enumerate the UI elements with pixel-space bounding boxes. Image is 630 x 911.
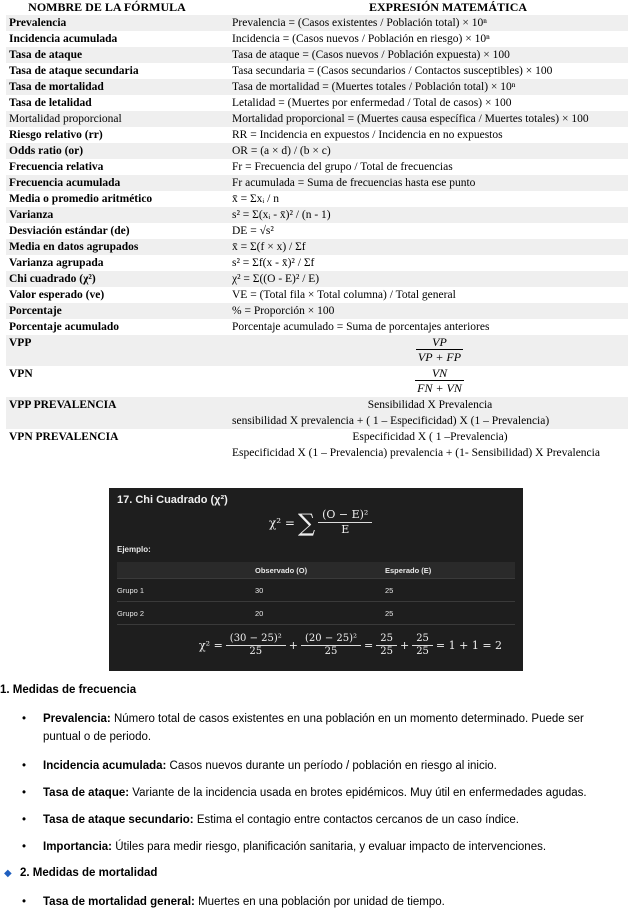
table-row (6, 95, 628, 111)
formula-name: Riesgo relativo (rr) (9, 129, 103, 141)
formula-expression: Tasa de ataque = (Casos nuevos / Población expuesta) × 100 (228, 47, 628, 63)
list-item-text: Útiles para medir riesgo, planificación sanitaria, y evaluar impacto de intervenciones. (112, 841, 547, 853)
formula-expression: Mortalidad proporcional = (Muertes causa específica / Muertes totales) × 100 (228, 111, 628, 127)
result-fraction (376, 633, 397, 658)
chi-panel-title: 17. Chi Cuadrado (χ²) (117, 494, 228, 506)
formula-name: Porcentaje (6, 303, 228, 319)
table-row (6, 303, 628, 319)
chi-cell: 25 (385, 608, 394, 618)
diamond-bullet-icon: ◆ (4, 868, 12, 879)
list-item (22, 893, 618, 911)
formula-expression: x̄ = Σ(f × x) / Σf (228, 239, 628, 255)
table-row (6, 47, 628, 63)
table-row (6, 175, 628, 191)
formula-name: Frecuencia relativa (9, 161, 104, 173)
formula-name: Media o promedio aritmético (9, 193, 153, 205)
formula-expression: % = Proporción × 100 (228, 303, 628, 319)
formula-expression: Prevalencia = (Casos existentes / Población total) × 10ⁿ (228, 15, 628, 31)
formula-name: Chi cuadrado (χ²) (6, 271, 228, 287)
formula-name: Odds ratio (or) (6, 143, 228, 159)
formula-name: Mortalidad proporcional (6, 111, 228, 127)
table-row (6, 319, 628, 335)
list-item-text: Muertes en una población por unidad de tiempo. (194, 896, 445, 908)
bullet-icon: • (22, 787, 27, 799)
list-item-term: Tasa de ataque: (43, 787, 130, 799)
formula-expression: VE = (Total fila × Total columna) / Total general (232, 289, 456, 301)
table-row (6, 15, 628, 31)
table-row-vpn (6, 366, 628, 397)
formula-expression: s² = Σf(x - x̄)² / Σf (232, 257, 315, 269)
result-tail: = 1 + 1 = 2 (435, 639, 503, 652)
plus-sign: + (399, 639, 410, 652)
list-item-term: Incidencia acumulada: (43, 760, 167, 772)
table-row (6, 271, 628, 287)
chi-square-image (109, 488, 523, 671)
table-row (6, 287, 628, 303)
chi-col-header: Observado (O) (255, 565, 308, 575)
formula-expression: Letalidad = (Muertes por enfermedad / Total de casos) × 100 (232, 97, 512, 109)
formula-name: Tasa de ataque (6, 47, 228, 63)
bullet-icon: • (22, 841, 27, 853)
list-item (22, 757, 618, 775)
formula-expression: Porcentaje acumulado = Suma de porcentajes anteriores (232, 321, 490, 333)
formula-name: VPN PREVALENCIA (9, 431, 119, 443)
header-math-expression: EXPRESIÓN MATEMÁTICA (368, 0, 528, 14)
example-label: Ejemplo: (117, 545, 151, 554)
list-item-term: Tasa de ataque secundario: (43, 814, 194, 826)
chi-table-row (117, 579, 515, 602)
formula-expression: s² = Σ(xᵢ - x̄)² / (n - 1) (228, 207, 628, 223)
list-item (22, 838, 618, 856)
table-row (6, 223, 628, 239)
vpn-fraction (415, 366, 464, 395)
table-row (6, 127, 628, 143)
result-numerator: 25 (380, 633, 393, 644)
formula-name: Valor esperado (ve) (9, 289, 105, 301)
formula-name: Tasa de letalidad (9, 97, 92, 109)
formula-name: Tasa de mortalidad (6, 79, 228, 95)
formula-name: Desviación estándar (de) (9, 225, 130, 237)
formula-expression (228, 335, 628, 366)
formula-name: Frecuencia acumulada (6, 175, 228, 191)
result-denominator: 25 (301, 645, 361, 658)
formula-name: VPP PREVALENCIA (6, 397, 228, 429)
formula-name: Varianza (6, 207, 228, 223)
result-fraction (412, 633, 433, 658)
list-item-text: Variante de la incidencia usada en brotes epidémicos. Muy útil en enfermedades agudas. (129, 787, 587, 799)
result-numerator: 25 (416, 633, 429, 644)
formula-expression: OR = (a × d) / (b × c) (228, 143, 628, 159)
formula-expression: Tasa de mortalidad = (Muertes totales / Población total) × 10ⁿ (228, 79, 628, 95)
formula-expression: Fr = Frecuencia del grupo / Total de frecuencias (232, 161, 453, 173)
list-item-term: Prevalencia: (43, 713, 111, 725)
sigma-symbol: ∑ (297, 508, 316, 537)
bullet-icon: • (22, 896, 27, 908)
vpp-fraction (416, 335, 463, 364)
section-heading-frecuencia: 1. Medidas de frecuencia (0, 684, 137, 696)
chi-cell: Grupo 1 (117, 585, 145, 595)
chi-formula-fraction (318, 508, 372, 537)
chi-formula (269, 508, 372, 537)
chi-result-formula (199, 633, 502, 658)
table-row (6, 143, 628, 159)
formula-expression: DE = √s² (232, 225, 274, 237)
formula-expression: RR = Incidencia en expuestos / Incidencia en no expuestos (232, 129, 503, 141)
result-fraction (301, 633, 361, 658)
plus-sign: + (288, 639, 299, 652)
vpn-prev-denominator: Especificidad X (1 – Prevalencia) prevalencia + (1- Sensibilidad) X Prevalencia (232, 447, 600, 459)
formula-expression: Tasa secundaria = (Casos secundarios / Contactos susceptibles) × 100 (232, 65, 553, 77)
list-item-text: Número total de casos existentes en una población en un momento determinado. Puede ser puntual o de periodo. (43, 713, 584, 743)
list-item (22, 784, 618, 802)
header-formula-name: NOMBRE DE LA FÓRMULA (28, 0, 186, 14)
list-item-text: Estima el contagio entre contactos cercanos de un caso índice. (193, 814, 520, 826)
bullet-icon: • (22, 814, 27, 826)
table-row-vpp-prevalencia (6, 397, 628, 429)
result-denominator: 25 (376, 645, 397, 658)
chi-col-header: Esperado (E) (385, 565, 432, 575)
formula-expression (228, 366, 628, 397)
formula-name: Porcentaje acumulado (9, 321, 119, 333)
result-denominator: 25 (226, 645, 286, 658)
formula-expression (228, 397, 628, 429)
vpn-numerator: VN (431, 366, 448, 380)
formula-name: Prevalencia (6, 15, 228, 31)
formula-name: VPN (9, 368, 33, 380)
table-row-vpp (6, 335, 628, 366)
list-item-term: Tasa de mortalidad general: (43, 896, 195, 908)
list-item-term: Importancia: (43, 841, 113, 853)
vpp-prev-numerator: Sensibilidad X Prevalencia (367, 399, 493, 411)
chi-cell: Grupo 2 (117, 608, 145, 618)
chi-formula-numerator: (O − E)² (322, 508, 369, 521)
result-denominator: 25 (412, 645, 433, 658)
section-heading-mortalidad: 2. Medidas de mortalidad (20, 867, 158, 879)
table-row (6, 159, 628, 175)
bullet-icon: • (22, 713, 27, 725)
list-item (22, 811, 618, 829)
vpn-prev-numerator: Especificidad X ( 1 –Prevalencia) (352, 431, 508, 443)
table-row (6, 79, 628, 95)
chi-formula-denominator: E (318, 522, 372, 537)
formula-expression: x̄ = Σxᵢ / n (232, 193, 280, 205)
chi-cell: 20 (255, 608, 264, 618)
chi-table-header (117, 562, 515, 579)
result-fraction (226, 633, 286, 658)
chi-formula-lhs: χ² = (269, 515, 295, 530)
chi-cell: 30 (255, 585, 264, 595)
list-item (22, 710, 618, 746)
table-row (6, 63, 628, 79)
list-item-text: Casos nuevos durante un período / población en riesgo al inicio. (166, 760, 497, 772)
formula-table (6, 0, 628, 461)
equals-sign: = (364, 639, 374, 652)
formula-expression (228, 429, 628, 461)
table-row (6, 207, 628, 223)
vpp-prev-denominator: sensibilidad X prevalencia + ( 1 – Especificidad) X (1 – Prevalencia) (232, 415, 550, 427)
chi-example-table (117, 562, 515, 625)
vpn-denominator: FN + VN (417, 381, 462, 395)
formula-name: Media en datos agrupados (6, 239, 228, 255)
formula-name: Varianza agrupada (9, 257, 104, 269)
chi-table-row (117, 602, 515, 625)
chi-result-lhs: χ² = (199, 639, 223, 652)
table-row (6, 255, 628, 271)
formula-name: VPP (6, 335, 228, 366)
table-row (6, 191, 628, 207)
result-numerator: (20 − 25)² (305, 633, 358, 644)
table-row (6, 111, 628, 127)
formula-expression: χ² = Σ((O - E)² / E) (228, 271, 628, 287)
bullet-icon: • (22, 760, 27, 772)
table-row (6, 31, 628, 47)
formula-name: Incidencia acumulada (9, 33, 118, 45)
vpp-denominator: VP + FP (417, 350, 462, 364)
formula-name: Tasa de ataque secundaria (9, 65, 139, 77)
table-row-vpn-prevalencia (6, 429, 628, 461)
result-numerator: (30 − 25)² (229, 633, 282, 644)
formula-expression: Incidencia = (Casos nuevos / Población en riesgo) × 10ⁿ (232, 33, 490, 45)
table-header-row (6, 0, 628, 15)
vpp-numerator: VP (432, 335, 447, 349)
chi-cell: 25 (385, 585, 394, 595)
table-row (6, 239, 628, 255)
formula-expression: Fr acumulada = Suma de frecuencias hasta ese punto (228, 175, 628, 191)
